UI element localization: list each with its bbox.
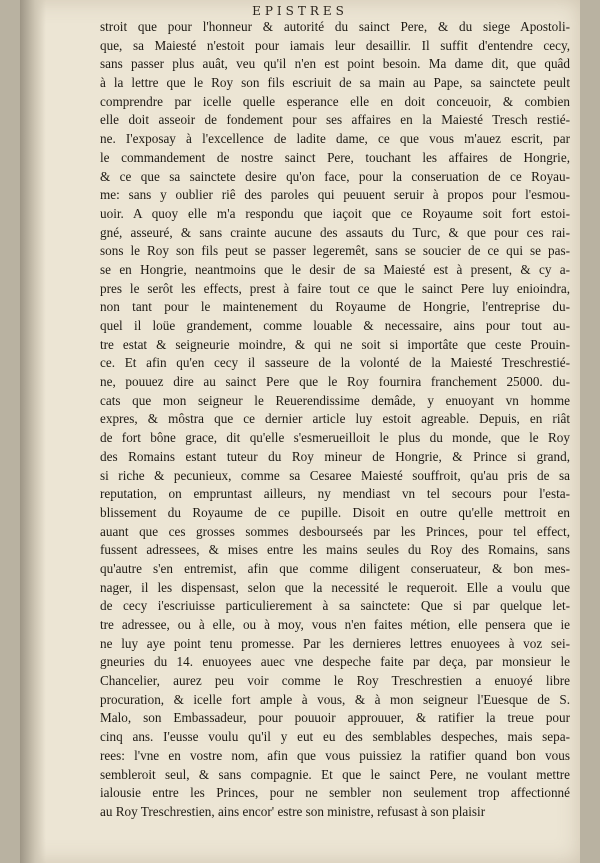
text-line: reputation, on empruntast ailleurs, ny mendiast vn tel secours pour l'esta- (100, 486, 570, 502)
text-block (100, 18, 570, 822)
text-line: ne, pouuez dire au sainct Pere que le Roy fournira franchement 25000. du- (100, 374, 570, 390)
text-line: stroit que pour l'honneur & autorité du sainct Pere, & du siege Apostoli- (100, 19, 570, 34)
text-line: ne. I'exposay à l'excellence de ladite dame, ce que vous m'auez escrit, par (100, 131, 570, 147)
text-line: gné, asseuré, & sans crainte aucune des assauts du Turc, & que pour ces rai- (100, 224, 570, 240)
text-line: auant que ces grosses sommes desbourseés par les Princes, pour tel effect, (100, 523, 570, 539)
text-line: gneuries du 14. enuoyees auec vne despeche faite par deça, par monsieur le (100, 654, 570, 670)
text-line: rees: l'vne en vostre nom, afin que vous puissiez la ratifier quand bon vous (100, 747, 570, 763)
text-line: qu'autre s'en entremist, afin que comme diligent conseruateur, & bon mes- (100, 560, 570, 576)
text-line: tre estat & seigneurie moindre, & qui ne soit si importâte que ceste Prouin- (100, 336, 570, 352)
text-line: expres, & môstra que ce dernier article luy estoit agreable. Depuis, en riât (100, 411, 570, 427)
text-line: elle doit asseoir de fondement pour ses affaires en la Maiesté Tresch restié- (100, 112, 570, 128)
text-line: quel il loüe grandement, comme louable & necessaire, ains pour tout au- (100, 318, 570, 333)
text-line: de cecy i'escriuisse particulierement à sa sainctete: Que si par quelque let- (100, 598, 570, 614)
text-line: sembleroit seul, & sans compagnie. Et que le sainct Pere, ne voulant mettre (100, 766, 570, 782)
text-line: ce. Et afin qu'en cecy il sasseure de la volonté de la Maiesté Treschrestié- (100, 355, 570, 371)
text-line: que, sa Maiesté n'estoit pour iamais leur desaillir. Il suffit d'entendre cecy, (100, 37, 570, 53)
text-line: cats que mon seigneur le Reuerendissime demâde, y enuoyant vn homme (100, 392, 570, 408)
text-line: blissement du Royaume de ce pupille. Disoit en outre qu'elle mettroit en (100, 504, 570, 520)
text-line: sans passer plus auât, veu qu'il n'en est point besoin. Ma dame dit, que quâd (100, 56, 570, 72)
text-line: & ce que sa sainctete desire qu'on face, pour la conseruation de ce Royau- (100, 168, 570, 184)
gutter-shadow (20, 0, 46, 863)
text-line: des Romains estant tuteur du Roy mineur de Hongrie, & Prince si grand, (100, 448, 570, 464)
text-line: de fort bône grace, dit qu'elle s'esmerueilloit le plus du monde, que le Roy (100, 430, 570, 446)
text-line: sons le Roy son fils peut se passer legeremêt, sans se soucier de ce qui se pas- (100, 243, 570, 259)
text-line: tre adressee, ou à elle, ou à moy, vous n'en faites métion, elle pensera que ie (100, 617, 570, 632)
text-line: fussent adressees, & mises entre les mains seules du Roy des Romains, sans (100, 542, 570, 558)
text-line: le commandement de nostre sainct Pere, touchant les affaires de Hongrie, (100, 149, 570, 165)
text-line: nager, il les dispensast, selon que la necessité le requeroit. Elle a voulu que (100, 579, 570, 595)
text-line: non tant pour le maintenement du Royaume de Hongrie, l'entreprise du- (100, 299, 570, 315)
text-line: si riche & pecunieux, comme sa Cesaree Maiesté souffroit, qu'au pris de sa (100, 467, 570, 483)
text-line: procuration, & icelle fort ample à vous, & à mon seigneur l'Euesque de S. (100, 691, 570, 707)
text-line: Malo, son Embassadeur, pour pouuoir approuuer, & ratifier la treue pour (100, 710, 570, 726)
text-line: Chancelier, aurez peu voir comme le Roy Treschrestien a enuoyé libre (100, 673, 570, 689)
text-line: comprendre par icelle quelle esperance elle en doit conceuoir, & combien (100, 93, 570, 109)
text-line: à la lettre que le Roy son fils escriuit de sa main au Pape, sa sainctete peult (100, 75, 570, 91)
running-head: EPISTRES (252, 4, 348, 18)
book-page (20, 0, 580, 863)
text-line: pres le serôt les effects, prest à faire tout ce que le sainct Pere luy enioindra, (100, 280, 570, 296)
text-line: cinq ans. I'eusse voulu qu'il y eut eu des semblables despeches, mais sepa- (100, 729, 570, 745)
text-line: uoir. A quoy elle m'a respondu que iaçoit que ce Royaume soit fort estoi- (100, 205, 570, 221)
text-line: ialousie entre les Princes, pour ne sembler non seulement trop affectionné (100, 785, 570, 801)
text-line: me: sans y oublier riê des paroles qui peuuent seruir à propos pour l'esmou- (100, 187, 570, 203)
text-line: ne luy aye point tenu promesse. Par les dernieres lettres enuoyees à voz sei- (100, 635, 570, 651)
text-line: se en Hongrie, neantmoins que le desir de sa Maiesté est à present, & cy a- (100, 261, 570, 277)
text-line: au Roy Treschrestien, ains encor' estre son ministre, refusast à son plaisir (100, 803, 486, 819)
